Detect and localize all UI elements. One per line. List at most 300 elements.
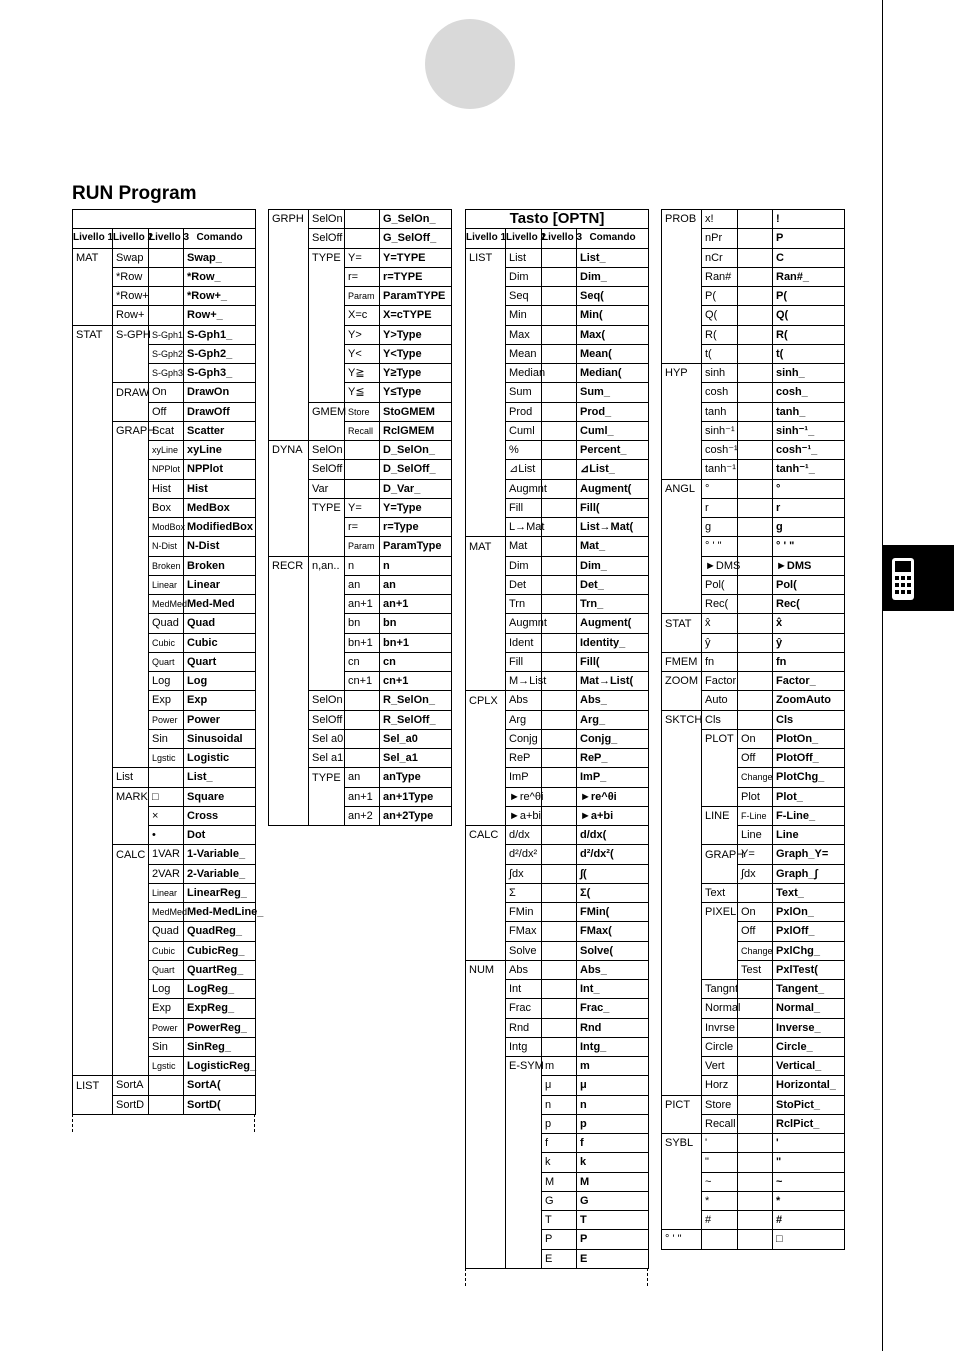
table-run-program-2 (268, 209, 451, 826)
level3-cell (542, 306, 577, 325)
level2-cell: ' (702, 1134, 738, 1153)
command-cell: MedBox (184, 498, 256, 517)
level3-cell: p (542, 1114, 577, 1133)
command-cell: Y=Type (380, 498, 452, 517)
level2-cell: *Row+ (113, 287, 149, 306)
table-row (269, 325, 452, 344)
level1-cell (466, 749, 506, 768)
level2-cell: cosh⁻¹ (702, 441, 738, 460)
level3-cell (542, 344, 577, 363)
level3-cell (738, 999, 773, 1018)
table-row (269, 229, 452, 248)
table-row (73, 1037, 256, 1056)
level2-cell (113, 672, 149, 691)
level2-cell: MARK (113, 787, 149, 806)
level3-cell (738, 595, 773, 614)
level2-cell (113, 1057, 149, 1076)
level1-cell (662, 1076, 702, 1095)
level3-cell: Lgstic (149, 1057, 184, 1076)
table-row (662, 922, 845, 941)
level3-cell (738, 229, 773, 248)
table-row (466, 1191, 649, 1210)
table-row (269, 498, 452, 517)
command-cell: Swap_ (184, 248, 256, 267)
table-row (466, 1095, 649, 1114)
level2-cell: SelOn (309, 441, 345, 460)
table-row (73, 749, 256, 768)
command-cell: bn (380, 614, 452, 633)
level3-cell: Store (345, 402, 380, 421)
level1-cell (73, 826, 113, 845)
level1-cell (269, 806, 309, 825)
level2-cell: Min (506, 306, 542, 325)
level3-cell: Y> (345, 325, 380, 344)
level1-cell (466, 1037, 506, 1056)
level3-cell (345, 749, 380, 768)
level2-cell: Augmnt (506, 614, 542, 633)
level3-cell: Cubic (149, 633, 184, 652)
command-cell: Det_ (577, 575, 649, 594)
level2-cell: Auto (702, 691, 738, 710)
command-cell: LogReg_ (184, 980, 256, 999)
command-cell: ParamType (380, 537, 452, 556)
level1-cell (662, 1037, 702, 1056)
table-row (466, 1211, 649, 1230)
level3-cell: Quad (149, 922, 184, 941)
level3-cell: On (149, 383, 184, 402)
table-row (73, 980, 256, 999)
command-cell: R_SelOn_ (380, 691, 452, 710)
level3-cell: P (542, 1230, 577, 1249)
command-cell: r=Type (380, 518, 452, 537)
level3-cell (542, 691, 577, 710)
level1-cell (466, 1191, 506, 1210)
table-row (269, 518, 452, 537)
command-cell: ZoomAuto (773, 691, 845, 710)
command-cell: Abs_ (577, 691, 649, 710)
command-cell: QuadReg_ (184, 922, 256, 941)
level1-cell (662, 864, 702, 883)
command-cell: PlotChg_ (773, 768, 845, 787)
level2-cell: L→Mat (506, 518, 542, 537)
table-row (662, 479, 845, 498)
level3-cell (345, 229, 380, 248)
level3-cell (738, 248, 773, 267)
level2-cell (309, 672, 345, 691)
command-cell: sinh⁻¹_ (773, 421, 845, 440)
level2-cell (113, 941, 149, 960)
command-cell: LinearReg_ (184, 883, 256, 902)
table-row (269, 402, 452, 421)
table-row (269, 749, 452, 768)
level1-cell (73, 595, 113, 614)
command-cell: List→Mat( (577, 518, 649, 537)
level1-cell (73, 633, 113, 652)
table-row (466, 633, 649, 652)
level1-cell (269, 672, 309, 691)
level3-cell (345, 479, 380, 498)
command-cell: FMin( (577, 903, 649, 922)
command-cell: n (380, 556, 452, 575)
level2-cell (702, 749, 738, 768)
command-cell: Percent_ (577, 441, 649, 460)
level2-cell (702, 768, 738, 787)
continuation-dash-right (254, 1114, 255, 1132)
table-row (269, 344, 452, 363)
table-row (466, 383, 649, 402)
table-row (73, 518, 256, 537)
level2-cell: " (702, 1153, 738, 1172)
level1-cell (73, 710, 113, 729)
level2-cell: P( (702, 287, 738, 306)
level1-cell (269, 267, 309, 286)
level3-cell: 1VAR (149, 845, 184, 864)
table-row (73, 287, 256, 306)
level2-cell: Row+ (113, 306, 149, 325)
table-row (269, 787, 452, 806)
level2-cell: Normal (702, 999, 738, 1018)
level3-cell (738, 1172, 773, 1191)
level3-cell (542, 652, 577, 671)
level1-cell (466, 383, 506, 402)
level1-cell (466, 344, 506, 363)
level3-cell: an+2 (345, 806, 380, 825)
level3-cell: Scat (149, 421, 184, 440)
level3-cell (542, 826, 577, 845)
level3-cell (738, 421, 773, 440)
table-row (466, 441, 649, 460)
level3-cell (149, 287, 184, 306)
level2-cell (309, 787, 345, 806)
command-cell: Dim_ (577, 267, 649, 286)
command-cell: Y=TYPE (380, 248, 452, 267)
table-row (662, 248, 845, 267)
level3-cell: Quart (149, 960, 184, 979)
command-cell: Seq( (577, 287, 649, 306)
level1-cell: ZOOM (662, 672, 702, 691)
level1-cell (73, 421, 113, 440)
command-cell: *Row_ (184, 267, 256, 286)
command-cell: PlotOn_ (773, 729, 845, 748)
level2-cell (113, 556, 149, 575)
table-row (73, 960, 256, 979)
level3-cell (345, 460, 380, 479)
level3-cell (738, 710, 773, 729)
level3-cell (149, 768, 184, 787)
level3-cell (738, 652, 773, 671)
command-cell: Vertical_ (773, 1057, 845, 1076)
level3-cell (542, 806, 577, 825)
table-row (73, 248, 256, 267)
level1-cell (662, 1172, 702, 1191)
level2-cell (113, 364, 149, 383)
level3-cell (542, 845, 577, 864)
table-row (466, 960, 649, 979)
level2-cell (309, 325, 345, 344)
command-cell: Horizontal_ (773, 1076, 845, 1095)
command-cell: Augment( (577, 479, 649, 498)
level2-cell (702, 864, 738, 883)
table-row (73, 652, 256, 671)
level1-cell (73, 768, 113, 787)
level3-cell (542, 980, 577, 999)
level1-cell (662, 999, 702, 1018)
level2-cell: Abs (506, 960, 542, 979)
level2-cell: Int (506, 980, 542, 999)
level2-cell: Text (702, 883, 738, 902)
command-cell: QuartReg_ (184, 960, 256, 979)
command-cell: Max( (577, 325, 649, 344)
command-cell: Int_ (577, 980, 649, 999)
level2-cell: tanh⁻¹ (702, 460, 738, 479)
level2-cell: sinh⁻¹ (702, 421, 738, 440)
level1-cell (466, 441, 506, 460)
table-row (73, 864, 256, 883)
level2-cell (309, 806, 345, 825)
table-row (466, 883, 649, 902)
level3-cell: an+1 (345, 595, 380, 614)
table-row (466, 710, 649, 729)
table-row (662, 498, 845, 517)
level3-cell (738, 210, 773, 229)
command-cell: DrawOff (184, 402, 256, 421)
command-cell: Broken (184, 556, 256, 575)
level1-cell (662, 883, 702, 902)
level3-cell (738, 402, 773, 421)
level3-cell (738, 1191, 773, 1210)
table-row (73, 595, 256, 614)
command-cell: S-Gph3_ (184, 364, 256, 383)
table-row (466, 575, 649, 594)
level2-cell (702, 960, 738, 979)
level3-cell: On (738, 903, 773, 922)
level1-cell (73, 980, 113, 999)
level1-cell (269, 768, 309, 787)
level1-cell (73, 749, 113, 768)
level3-cell: Y≧ (345, 364, 380, 383)
level2-cell: Intg (506, 1037, 542, 1056)
level2-cell: Store (702, 1095, 738, 1114)
level1-cell (269, 537, 309, 556)
level1-cell (73, 652, 113, 671)
level1-cell (466, 575, 506, 594)
level2-cell: ImP (506, 768, 542, 787)
level1-cell (73, 672, 113, 691)
level2-cell (113, 537, 149, 556)
command-cell: 1-Variable_ (184, 845, 256, 864)
level3-cell: Param (345, 287, 380, 306)
level1-cell (73, 344, 113, 363)
level2-cell: Dim (506, 267, 542, 286)
command-cell: Circle_ (773, 1037, 845, 1056)
table-row (73, 421, 256, 440)
table-row (662, 537, 845, 556)
level2-cell (113, 691, 149, 710)
level1-cell: DYNA (269, 441, 309, 460)
command-cell: ŷ (773, 633, 845, 652)
level2-cell (309, 344, 345, 363)
level2-cell: Ran# (702, 267, 738, 286)
level2-cell: SortD (113, 1095, 149, 1114)
level1-cell (269, 575, 309, 594)
level1-cell (466, 1114, 506, 1133)
level3-cell: Log (149, 980, 184, 999)
level2-cell (113, 441, 149, 460)
level1-cell: CPLX (466, 691, 506, 710)
table-row (662, 826, 845, 845)
table-row (269, 460, 452, 479)
level3-cell (542, 383, 577, 402)
level2-cell: ►re^θi (506, 787, 542, 806)
level1-cell (466, 1249, 506, 1268)
table-row (662, 210, 845, 229)
level3-cell: ModBox (149, 518, 184, 537)
level2-cell: PLOT (702, 729, 738, 748)
level1-cell (269, 479, 309, 498)
command-cell: Trn_ (577, 595, 649, 614)
level3-cell (149, 248, 184, 267)
command-cell: Power (184, 710, 256, 729)
command-cell: Min( (577, 306, 649, 325)
level1-cell (269, 710, 309, 729)
table-row (466, 845, 649, 864)
table-row (662, 1114, 845, 1133)
level1-cell (466, 364, 506, 383)
command-cell: SortA( (184, 1076, 256, 1095)
column-header: Comando (577, 229, 649, 248)
table-row (466, 1018, 649, 1037)
level2-cell: FMax (506, 922, 542, 941)
level2-cell: *Row (113, 267, 149, 286)
level1-cell (466, 672, 506, 691)
table-row (662, 344, 845, 363)
table-row (662, 595, 845, 614)
level1-cell (73, 903, 113, 922)
level3-cell: μ (542, 1076, 577, 1095)
column-header: Livello 2 (506, 229, 542, 248)
level2-cell (113, 999, 149, 1018)
level1-cell (662, 1018, 702, 1037)
level2-cell: Rnd (506, 1018, 542, 1037)
level1-cell: ° ' " (662, 1230, 702, 1249)
command-cell: Y<Type (380, 344, 452, 363)
command-cell: Abs_ (577, 960, 649, 979)
level2-cell: Solve (506, 941, 542, 960)
table-row (466, 672, 649, 691)
level2-cell (113, 518, 149, 537)
level2-cell (113, 960, 149, 979)
level1-cell: MAT (73, 248, 113, 267)
command-cell: *Row+_ (184, 287, 256, 306)
table-row (662, 710, 845, 729)
level3-cell: an (345, 768, 380, 787)
level2-cell: ⊿List (506, 460, 542, 479)
level3-cell: Y= (738, 845, 773, 864)
command-cell: Sel_a0 (380, 729, 452, 748)
command-cell: Square (184, 787, 256, 806)
level2-cell: cosh (702, 383, 738, 402)
level1-cell (662, 248, 702, 267)
command-cell: Sum_ (577, 383, 649, 402)
level2-cell (506, 1230, 542, 1249)
table-row (73, 498, 256, 517)
table-row (466, 980, 649, 999)
command-cell: an (380, 575, 452, 594)
level2-cell: Fill (506, 498, 542, 517)
level1-cell (662, 229, 702, 248)
command-cell: Median( (577, 364, 649, 383)
level1-cell (466, 1095, 506, 1114)
level3-cell: E (542, 1249, 577, 1268)
level2-cell: nPr (702, 229, 738, 248)
level1-cell (466, 1134, 506, 1153)
level3-cell: r= (345, 518, 380, 537)
command-cell: Row+_ (184, 306, 256, 325)
command-cell: LogisticReg_ (184, 1057, 256, 1076)
table-row (662, 980, 845, 999)
command-cell: Mat_ (577, 537, 649, 556)
command-cell: Med-Med (184, 595, 256, 614)
level3-cell: Change (738, 768, 773, 787)
command-cell: SinReg_ (184, 1037, 256, 1056)
level2-cell (309, 595, 345, 614)
level3-cell: X=c (345, 306, 380, 325)
level2-cell: Σ (506, 883, 542, 902)
level1-cell (662, 383, 702, 402)
table-row (466, 1249, 649, 1268)
table-row (662, 672, 845, 691)
level2-cell: Rec( (702, 595, 738, 614)
command-cell: cosh⁻¹_ (773, 441, 845, 460)
level1-cell (269, 364, 309, 383)
level1-cell (73, 383, 113, 402)
level2-cell: t( (702, 344, 738, 363)
command-cell: E (577, 1249, 649, 1268)
command-cell: PxlOn_ (773, 903, 845, 922)
level2-cell: ►a+bi (506, 806, 542, 825)
level3-cell: S-Gph2 (149, 344, 184, 363)
command-cell: Dim_ (577, 556, 649, 575)
level2-cell: TYPE (309, 498, 345, 517)
command-cell: 2-Variable_ (184, 864, 256, 883)
level2-cell: Pol( (702, 575, 738, 594)
table-row (466, 1114, 649, 1133)
level1-cell (662, 306, 702, 325)
level2-cell: Det (506, 575, 542, 594)
command-cell: Log (184, 672, 256, 691)
command-cell: Graph_Y= (773, 845, 845, 864)
table-row (269, 364, 452, 383)
level3-cell: Line (738, 826, 773, 845)
level3-cell: Sin (149, 1037, 184, 1056)
table-row (73, 1057, 256, 1076)
level2-cell (113, 344, 149, 363)
level3-cell (738, 575, 773, 594)
command-cell: fn (773, 652, 845, 671)
command-cell: □ (773, 1230, 845, 1249)
table-row (466, 344, 649, 363)
level1-cell (662, 633, 702, 652)
level1-cell (73, 1057, 113, 1076)
command-cell: Y≥Type (380, 364, 452, 383)
level2-cell (309, 518, 345, 537)
level1-cell (73, 1095, 113, 1114)
level3-cell: On (738, 729, 773, 748)
level2-cell: ~ (702, 1172, 738, 1191)
table-row (662, 1095, 845, 1114)
level1-cell (269, 518, 309, 537)
command-cell: FMax( (577, 922, 649, 941)
